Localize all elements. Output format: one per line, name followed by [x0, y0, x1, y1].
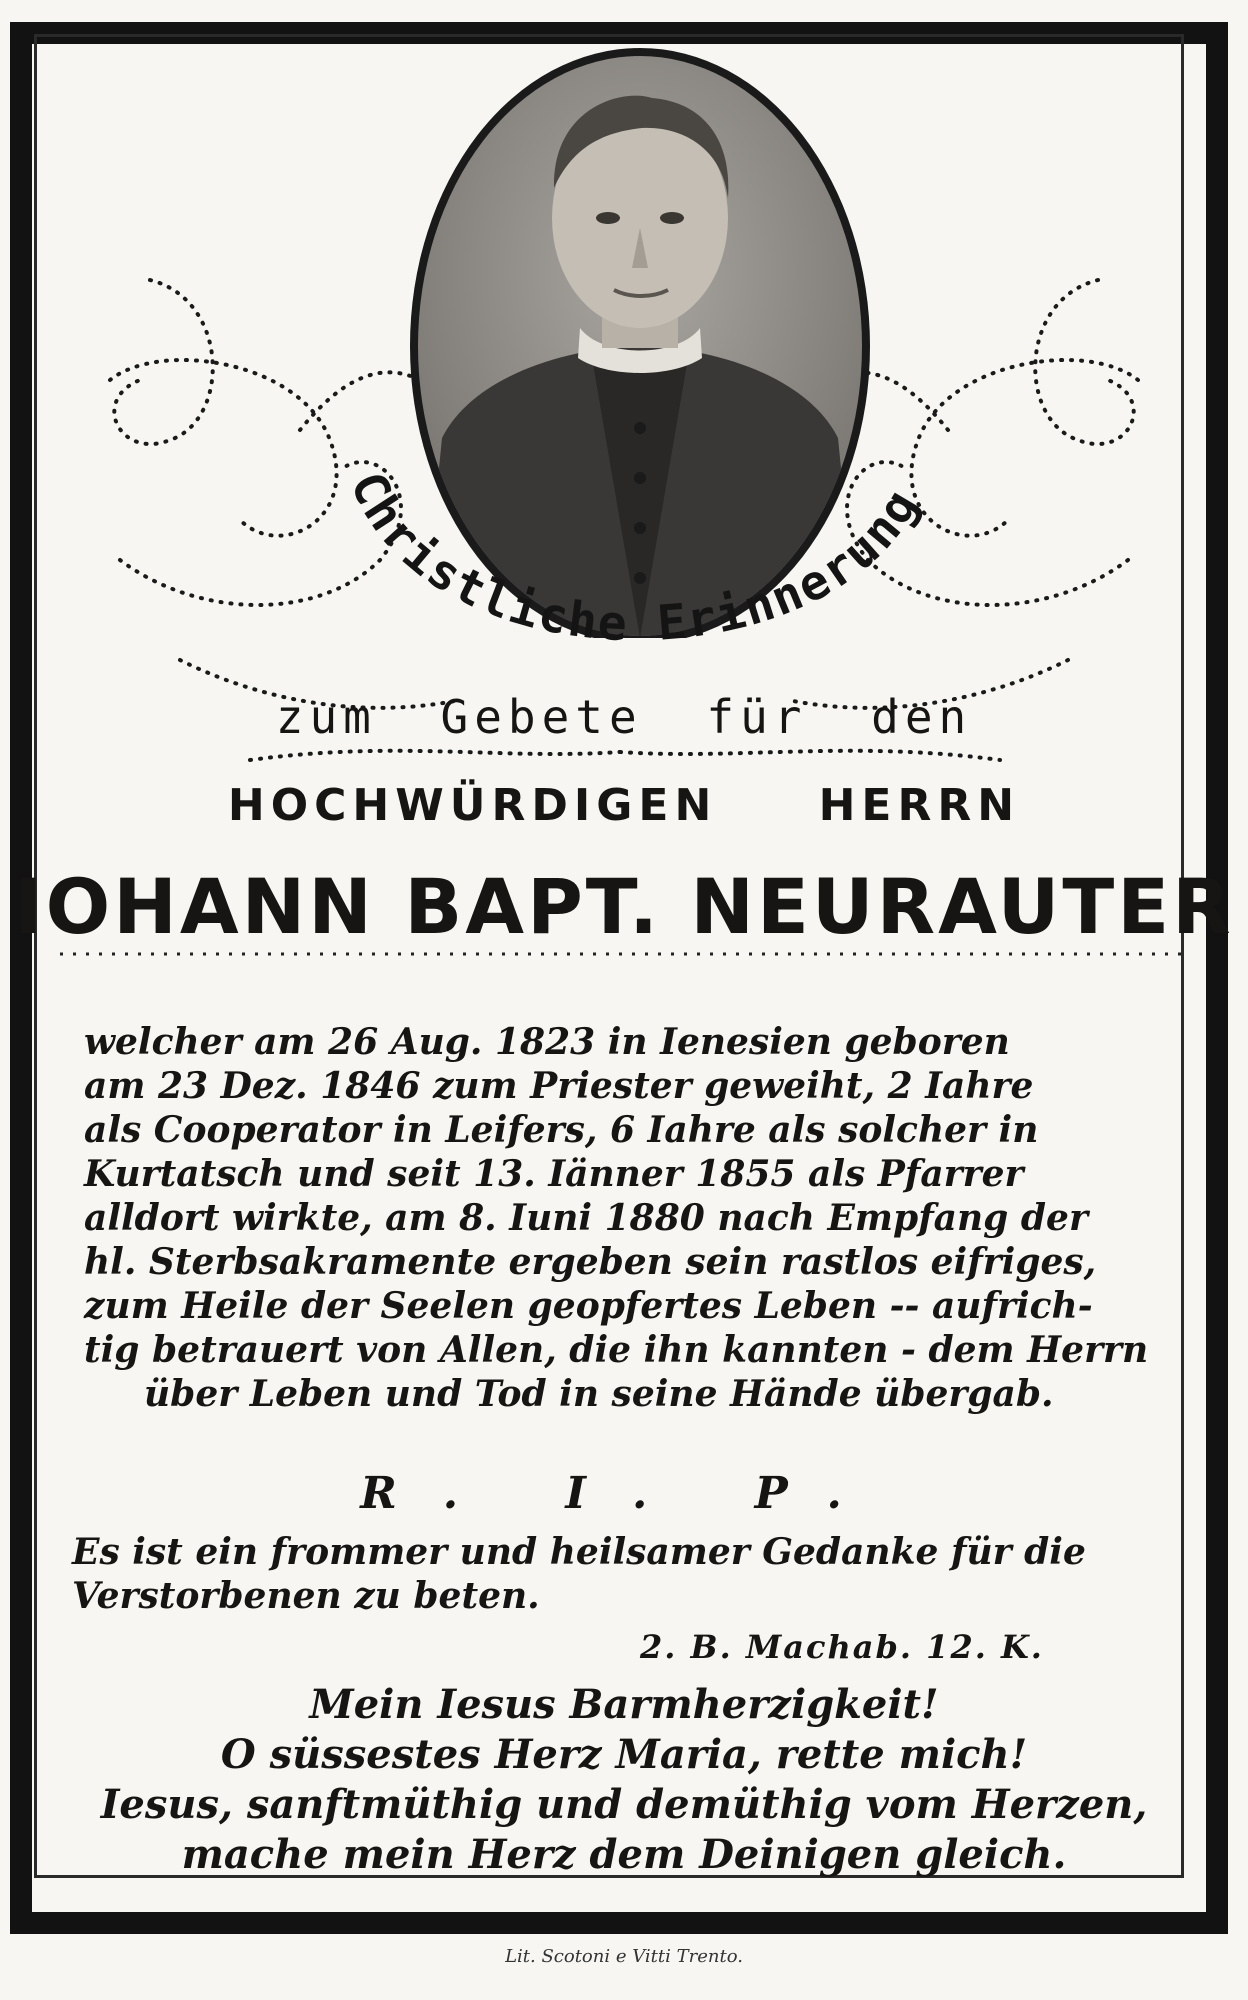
deceased-name: IOHANN BAPT. NEURAUTER [14, 862, 1234, 951]
quote-line: Verstorbenen zu beten. [72, 1575, 540, 1617]
biography-line: am 23 Dez. 1846 zum Priester geweiht, 2 Iahre [84, 1065, 1034, 1107]
sub-title: zum Gebete für den [275, 690, 973, 744]
rip-inscription: R. I. P. [360, 1468, 888, 1519]
biography-line: hl. Sterbsakramente ergeben sein rastlos eifriges, [84, 1241, 1097, 1283]
biography-line: tig betrauert von Allen, die ihn kannten - dem Herrn [84, 1329, 1149, 1371]
biography-line: als Cooperator in Leifers, 6 Iahre als solcher in [84, 1109, 1039, 1151]
arched-title [0, 0, 1248, 760]
prayer-line: O süssestes Herz Maria, rette mich! [220, 1731, 1028, 1778]
printer-imprint: Lit. Scotoni e Vitti Trento. [505, 1946, 743, 1967]
prayer-line: Mein Iesus Barmherzigkeit! [309, 1681, 939, 1728]
quote-line: Es ist ein frommer und heilsamer Gedanke für die [72, 1531, 1086, 1573]
svg-text:Christliche Erinnerung [339, 464, 931, 652]
prayer-line: mache mein Herz dem Deinigen gleich. [181, 1831, 1067, 1878]
arched-title-text: Christliche Erinnerung [338, 463, 931, 653]
scripture-quote [72, 1530, 1152, 1618]
prayer-line: Iesus, sanftmüthig und demüthig vom Herzen, [100, 1781, 1148, 1828]
prayer-block [0, 1680, 1248, 1880]
rank-title: HOCHWÜRDIGEN HERRN [227, 780, 1021, 831]
biography-line: Kurtatsch und seit 13. Iänner 1855 als Pfarrer [84, 1153, 1024, 1195]
name-underline-dashes [60, 950, 1190, 958]
biography-text [84, 1020, 1164, 1416]
biography-line: zum Heile der Seelen geopfertes Leben -- aufrich- [84, 1285, 1093, 1327]
biography-line: welcher am 26 Aug. 1823 in Ienesien geboren [84, 1021, 1010, 1063]
biography-line: alldort wirkte, am 8. Iuni 1880 nach Empfang der [84, 1197, 1088, 1239]
scripture-reference: 2. B. Machab. 12. K. [640, 1628, 1044, 1666]
biography-line: über Leben und Tod in seine Hände übergab. [144, 1373, 1054, 1415]
